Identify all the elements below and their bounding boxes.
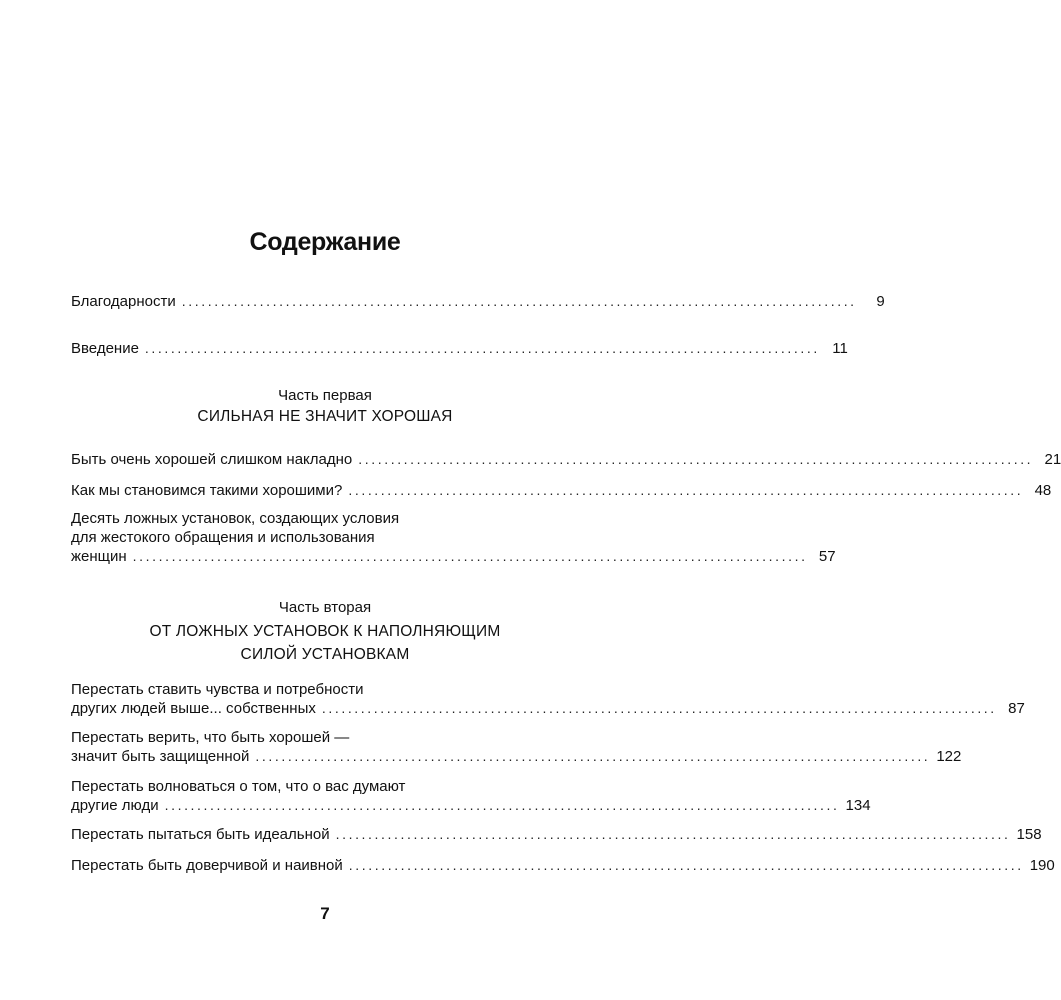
toc-entry[interactable]	[71, 777, 871, 815]
part-one-title: СИЛЬНАЯ НЕ ЗНАЧИТ ХОРОШАЯ	[197, 408, 453, 425]
leader-dots: ........................................................................................................	[255, 748, 931, 764]
toc-entry-line: Перестать ставить чувства и потребности	[71, 681, 364, 698]
toc-entry-introduction[interactable]	[71, 339, 848, 358]
toc-entry-page: 11	[832, 340, 848, 357]
toc-entry[interactable]	[71, 481, 1052, 500]
toc-entry-text: значит быть защищенной	[71, 748, 250, 765]
toc-entry-text: Как мы становимся такими хорошими?	[71, 482, 343, 499]
toc-entry-page: 21	[1044, 451, 1061, 468]
toc-entry-line: для жестокого обращения и использования	[71, 529, 375, 546]
toc-entry-page: 9	[876, 293, 885, 310]
part-one-label: Часть первая	[278, 387, 372, 404]
toc-entry-page: 158	[1016, 826, 1042, 843]
leader-dots: ........................................................................................................	[348, 482, 1024, 498]
toc-entry-text: других людей выше... собственных	[71, 700, 316, 717]
part-two-label: Часть вторая	[278, 599, 372, 616]
leader-dots: ........................................................................................................	[181, 293, 857, 309]
page-number: 7	[320, 904, 330, 923]
toc-entry[interactable]	[71, 680, 1025, 718]
toc-entry-text: женщин	[71, 548, 127, 565]
leader-dots: ........................................................................................................	[132, 548, 808, 564]
leader-dots: ........................................................................................................	[335, 826, 1011, 842]
toc-entry[interactable]	[71, 450, 1061, 469]
toc-entry-page: 122	[936, 748, 962, 765]
toc-entry-line: Перестать волноваться о том, что о вас думают	[71, 778, 406, 795]
leader-dots: ........................................................................................................	[321, 700, 997, 716]
toc-entry[interactable]	[71, 825, 1042, 844]
toc-entry-line: Десять ложных установок, создающих условия	[71, 510, 400, 527]
part-two-title-line: ОТ ЛОЖНЫХ УСТАНОВОК К НАПОЛНЯЮЩИМ	[149, 623, 501, 640]
toc-title: Содержание	[249, 228, 401, 256]
toc-entry[interactable]	[71, 728, 962, 766]
toc-entry-page: 134	[845, 797, 871, 814]
toc-entry-text: Перестать пытаться быть идеальной	[71, 826, 330, 843]
leader-dots: ........................................................................................................	[358, 451, 1034, 467]
toc-entry-line: Перестать верить, что быть хорошей —	[71, 729, 350, 746]
toc-entry-text: Перестать быть доверчивой и наивной	[71, 857, 343, 874]
toc-entry-page: 190	[1029, 857, 1055, 874]
toc-entry-text: другие люди	[71, 797, 159, 814]
toc-entry-page: 57	[818, 548, 836, 565]
part-two-title-line: СИЛОЙ УСТАНОВКАМ	[240, 646, 410, 663]
leader-dots: ........................................................................................................	[144, 340, 820, 356]
toc-entry-text: Введение	[71, 340, 139, 357]
toc-entry-text: Быть очень хорошей слишком накладно	[71, 451, 353, 468]
leader-dots: ........................................................................................................	[348, 857, 1024, 873]
toc-entry-acknowledgements[interactable]	[71, 292, 885, 311]
toc-entry-text: Благодарности	[71, 293, 176, 310]
toc-entry-page: 48	[1034, 482, 1052, 499]
toc-entry[interactable]	[71, 856, 1055, 875]
toc-entry[interactable]	[71, 509, 836, 566]
leader-dots: ........................................................................................................	[164, 797, 840, 813]
toc-entry-page: 87	[1008, 700, 1025, 717]
